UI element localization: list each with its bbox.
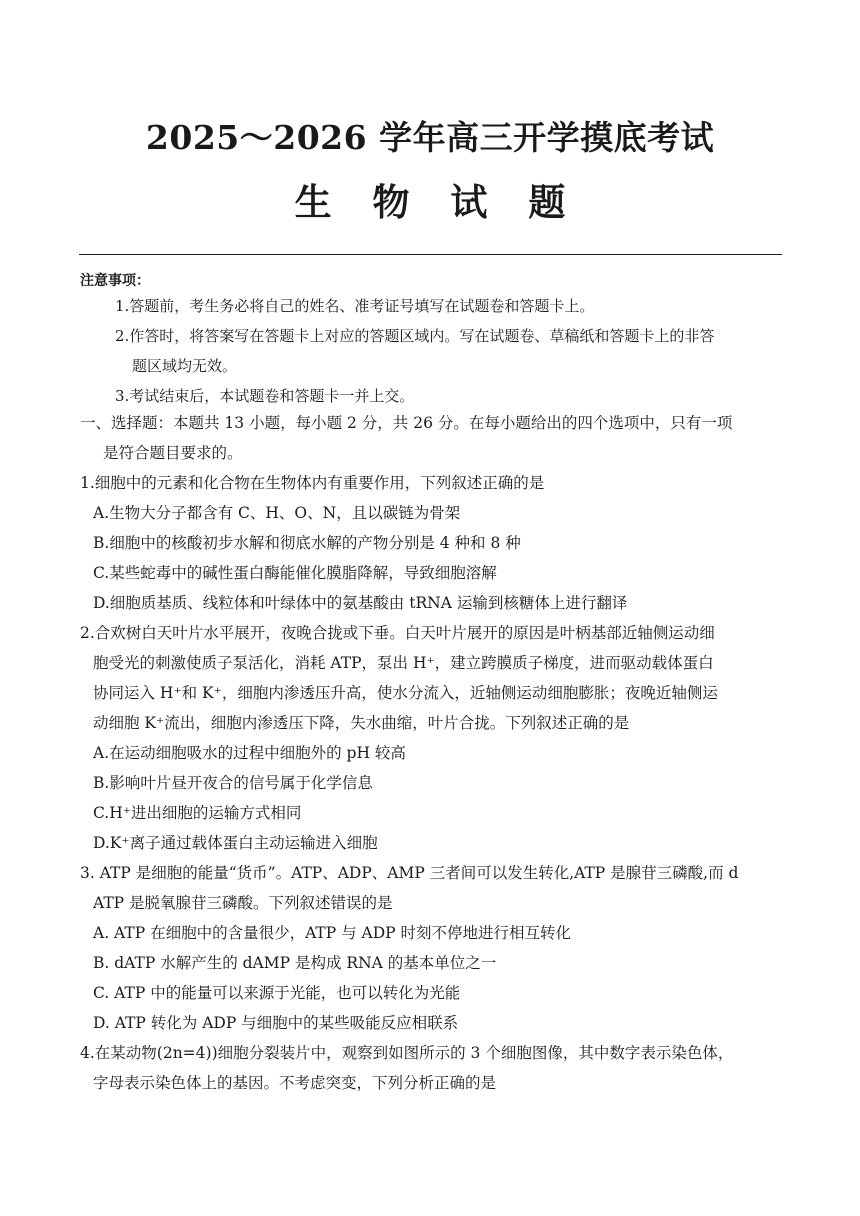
section-heading: 一、选择题：本题共 13 小题，每小题 2 分，共 26 分。在每小题给出的四个选项中，只有一项 (80, 414, 733, 432)
notice-heading: 注意事项： (80, 273, 150, 289)
exam-title: 2025～2026 学年高三开学摸底考试 (145, 118, 715, 157)
exam-subject-title: 生 物 试 题 (294, 181, 580, 224)
question-2-option-d: D.K⁺离子通过载体蛋白主动运输进入细胞 (93, 834, 378, 852)
question-2-option-b: B.影响叶片昼开夜合的信号属于化学信息 (93, 774, 373, 792)
question-2-stem-line-2: 胞受光的刺激使质子泵活化，消耗 ATP，泵出 H⁺，建立跨膜质子梯度，进而驱动载体蛋白 (93, 654, 714, 672)
question-3-option-a: A. ATP 在细胞中的含量很少，ATP 与 ADP 时刻不停地进行相互转化 (93, 924, 572, 942)
question-3-option-d: D. ATP 转化为 ADP 与细胞中的某些吸能反应相联系 (93, 1014, 459, 1032)
question-1-option-b: B.细胞中的核酸初步水解和彻底水解的产物分别是 4 种和 8 种 (93, 534, 521, 552)
question-1-option-c: C.某些蛇毒中的碱性蛋白酶能催化膜脂降解，导致细胞溶解 (93, 564, 497, 582)
question-2-stem-line-1: 2.合欢树白天叶片水平展开，夜晚合拢或下垂。白天叶片展开的原因是叶柄基部近轴侧运动细 (80, 624, 715, 642)
question-3-stem-line-1: 3. ATP 是细胞的能量“货币”。ATP、ADP、AMP 三者间可以发生转化,ATP 是腺苷三磷酸,而 d (80, 864, 739, 882)
question-3-option-c: C. ATP 中的能量可以来源于光能，也可以转化为光能 (93, 984, 461, 1002)
question-2-stem-line-3: 协同运入 H⁺和 K⁺，细胞内渗透压升高，使水分流入，近轴侧运动细胞膨胀；夜晚近轴侧运 (93, 684, 718, 702)
question-1-stem: 1.细胞中的元素和化合物在生物体内有重要作用，下列叙述正确的是 (80, 474, 545, 492)
question-2-option-a: A.在运动细胞吸水的过程中细胞外的 pH 较高 (93, 744, 406, 762)
section-heading-continued: 是符合题目要求的。 (103, 444, 243, 462)
question-1-option-a: A.生物大分子都含有 C、H、O、N，且以碳链为骨架 (93, 504, 461, 522)
notice-item-2: 2.作答时，将答案写在答题卡上对应的答题区域内。写在试题卷、草稿纸和答题卡上的非答 (115, 327, 715, 345)
notice-item-2-continued: 题区域均无效。 (132, 357, 238, 375)
question-3-stem-line-2: ATP 是脱氧腺苷三磷酸。下列叙述错误的是 (93, 894, 393, 912)
notice-item-1: 1.答题前，考生务必将自己的姓名、准考证号填写在试题卷和答题卡上。 (115, 297, 595, 315)
question-3-option-b: B. dATP 水解产生的 dAMP 是构成 RNA 的基本单位之一 (93, 954, 497, 972)
question-2-option-c: C.H⁺进出细胞的运输方式相同 (93, 804, 302, 822)
question-2-stem-line-4: 动细胞 K⁺流出，细胞内渗透压下降，失水曲缩，叶片合拢。下列叙述正确的是 (93, 714, 630, 732)
notice-item-3: 3.考试结束后，本试题卷和答题卡一并上交。 (115, 387, 415, 405)
header-divider (79, 254, 782, 255)
question-4-stem-line-1: 4.在某动物(2n=4))细胞分裂装片中，观察到如图所示的 3 个细胞图像，其中数字表示染色体， (80, 1044, 734, 1062)
question-1-option-d: D.细胞质基质、线粒体和叶绿体中的氨基酸由 tRNA 运输到核糖体上进行翻译 (93, 594, 628, 612)
question-4-stem-line-2: 字母表示染色体上的基因。不考虑突变，下列分析正确的是 (93, 1074, 497, 1092)
